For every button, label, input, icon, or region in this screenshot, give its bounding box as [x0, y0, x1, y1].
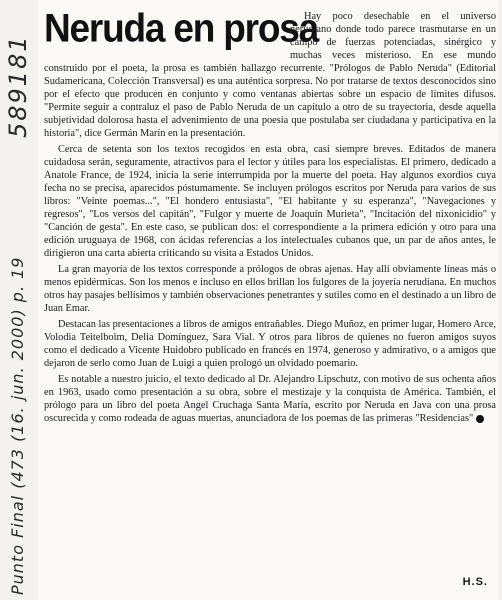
paragraph-5: Es notable a nuestro juicio, el texto dedicado al Dr. Alejandro Lipschutz, con motivo de sus ochenta años en 1963, usado como presentación a su obra, sobre el mestizaje y la conquista de América. También, el prólogo para un libro del poeta Angel Cruchaga Santa María, escrito por Neruda en Java con una prosa oscurecida y como rodeada de aguas muertas, anunciadora de los poemas de las primeras "Residencias": [44, 374, 496, 424]
paragraph-5-wrapper: [44, 373, 496, 425]
paragraph-3: La gran mayoría de los textos corresponde a prólogos de obras ajenas. Hay allí obviamente líneas más o menos epidérmicas. Son los menos e incluso en ellos brillan los fulgores de la joyería nerudiana. En muchos otros hay pasajes bellísimos y también observaciones penetrantes y sutiles como en el destinado a un libro de Juan Emar.: [44, 264, 496, 314]
newspaper-clipping: [38, 0, 498, 600]
end-of-article-bullet-icon: [476, 415, 484, 423]
author-initials: H.S.: [462, 576, 488, 588]
source-citation: Punto Final (473 (16. jun. 2000) p. 19: [8, 256, 27, 595]
article-title: Neruda en prosa: [44, 6, 318, 51]
title-space: [44, 10, 290, 56]
paragraph-2: Cerca de setenta son los textos recogidos en esta obra, casi siempre breves. Editados de manera cuidadosa serán, seguramente, atractivos para el lector y útiles para los especialistas. El primero, dedicado a Anatole France, de 1924, inicia la serie interrumpida por la muerte del poeta. Hay algunos exordios cuya fecha no se precisa, aparecidos póstumamente. Se incluyen prólogos escritos por Neruda para varios de sus libros: "Veinte poemas...", "El hondero entusiasta", "El habitante y su esperanza", "Navegaciones y regresos", "Los versos del capitán", "Fulgor y muerte de Joaquín Murieta", "Incitación del nixonicidio" y "Canción de gesta". En este caso, se publican dos: el correspondiente a la primera edición y otro para una edición uruguaya de 1968, con ácidas referencias a los intelectuales cubanos que, un par de años antes, le dirigieron una carta abierta criticando su visita a Estados Unidos.: [44, 144, 496, 259]
catalog-number: 589181: [4, 34, 32, 138]
article-body: [44, 10, 496, 428]
paragraph-1: Hay poco desechable en el universo nerudiano donde todo parece trasmutarse en un campo de fuerzas potenciadas, sinérgico y muchas veces misterioso. En ese mundo construido por el poeta, la prosa es también hallazgo recurrente. "Prólogos de Pablo Neruda" (Editorial Sudamericana, Colección Transversal) es una auténtica sorpresa. No por tratarse de textos desconocidos sino por el efecto que producen en conjunto y como ventanas abiertas sobre un espacio de límites difusos. "Permite seguir a contraluz el paso de Pablo Neruda de un capítulo a otro de su trayectoria, desde aquella subjetividad dolorosa hasta el advenimiento de una poesía que postulaba ser ciudadana y participativa en la historia", dice Germán Marín en la presentación.: [44, 11, 496, 139]
paragraph-4: Destacan las presentaciones a libros de amigos entrañables. Diego Muñoz, en primer lugar, Homero Arce, Volodia Teitelboim, Delia Domínguez, Sara Vial. Y otros para libros de quienes no fueron amigos suyos como el dedicado a Vicente Huidobro publicado en francés en 1974, generoso y admirativo, o a amigos que dejaron de serlo como Juan de Luigi a quien prologó un olvidado poemario.: [44, 319, 496, 369]
handwritten-margin-note: [2, 0, 36, 600]
